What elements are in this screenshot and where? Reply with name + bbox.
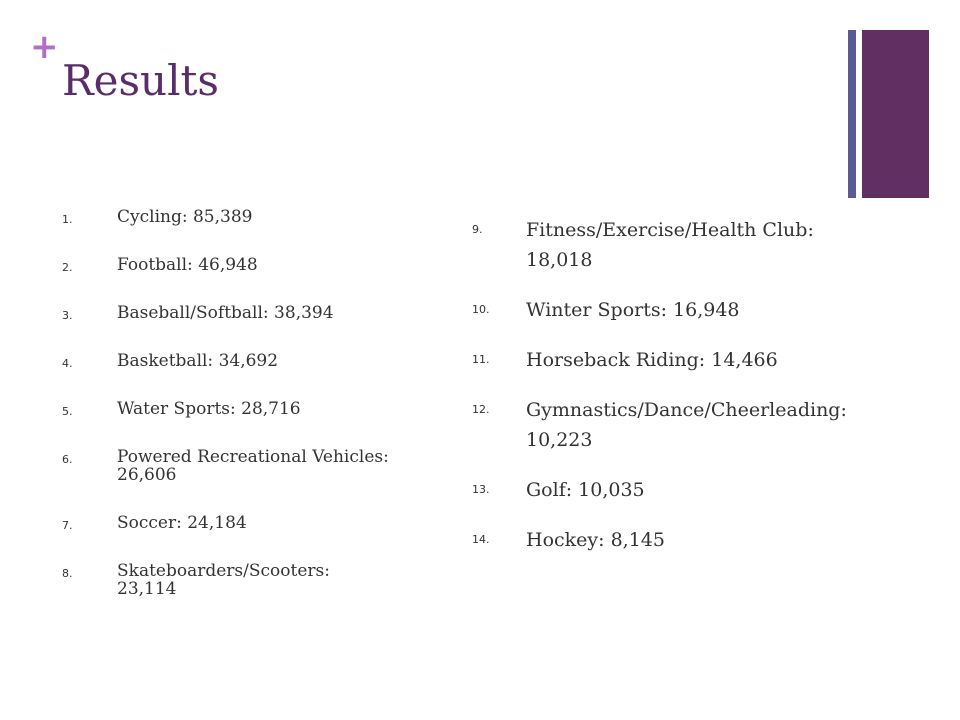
list-item-number: 3. xyxy=(62,309,73,322)
list-item xyxy=(62,448,392,484)
list-item-number: 4. xyxy=(62,357,73,370)
list-item xyxy=(62,562,392,598)
list-item xyxy=(62,256,392,274)
slide-title: Results xyxy=(62,56,219,105)
list-item-text: Baseball/Softball: 38,394 xyxy=(117,303,334,323)
list-item-text: Soccer: 24,184 xyxy=(117,513,247,533)
list-item xyxy=(62,400,392,418)
list-item-text: Water Sports: 28,716 xyxy=(117,399,301,419)
list-item xyxy=(472,345,852,375)
list-item-text: Hockey: 8,145 xyxy=(526,529,665,551)
list-item xyxy=(62,304,392,322)
decorative-thin-bar xyxy=(848,30,856,198)
list-item xyxy=(472,215,852,275)
list-item-number: 14. xyxy=(472,533,490,546)
list-item-text: Cycling: 85,389 xyxy=(117,207,253,227)
list-item-text: Powered Recreational Vehicles: 26,606 xyxy=(117,447,389,485)
list-item-number: 6. xyxy=(62,453,73,466)
list-item-number: 5. xyxy=(62,405,73,418)
list-item-text: Football: 46,948 xyxy=(117,255,258,275)
list-item-number: 10. xyxy=(472,303,490,316)
list-item-text: Horseback Riding: 14,466 xyxy=(526,349,778,371)
list-item-number: 13. xyxy=(472,483,490,496)
list-item-text: Winter Sports: 16,948 xyxy=(526,299,740,321)
list-item-number: 11. xyxy=(472,353,490,366)
list-item-number: 1. xyxy=(62,213,73,226)
list-item-text: Fitness/Exercise/Health Club: 18,018 xyxy=(526,219,814,271)
list-item-number: 7. xyxy=(62,519,73,532)
list-item xyxy=(62,352,392,370)
list-item xyxy=(472,295,852,325)
list-item xyxy=(472,475,852,505)
results-list-right xyxy=(472,215,852,575)
list-item-text: Gymnastics/Dance/Cheerleading: 10,223 xyxy=(526,399,847,451)
list-item-number: 12. xyxy=(472,403,490,416)
list-item-text: Basketball: 34,692 xyxy=(117,351,279,371)
results-list-left xyxy=(62,208,392,628)
decorative-thick-bar xyxy=(862,30,929,198)
list-item xyxy=(472,395,852,455)
list-item-number: 2. xyxy=(62,261,73,274)
list-item xyxy=(62,514,392,532)
list-item-text: Skateboarders/Scooters: 23,114 xyxy=(117,561,330,599)
plus-icon: + xyxy=(30,27,59,67)
list-item-text: Golf: 10,035 xyxy=(526,479,645,501)
list-item xyxy=(472,525,852,555)
list-item xyxy=(62,208,392,226)
list-item-number: 9. xyxy=(472,223,483,236)
list-item-number: 8. xyxy=(62,567,73,580)
